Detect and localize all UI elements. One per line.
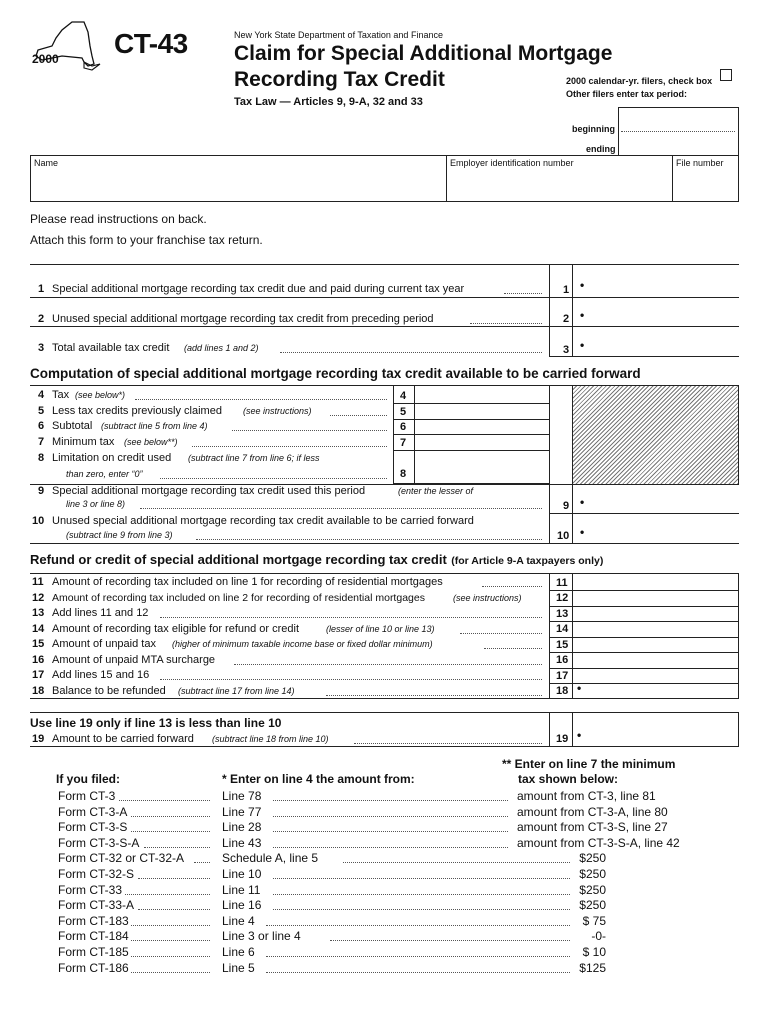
leader-dots xyxy=(131,956,210,957)
line5-box-number: 5 xyxy=(400,406,407,418)
line13-number: 13 xyxy=(32,607,45,619)
line8-box-number: 8 xyxy=(400,468,407,480)
line8-number: 8 xyxy=(38,452,45,464)
line18-amount[interactable] xyxy=(590,684,735,698)
ref-minimum-tax: -0- xyxy=(591,929,606,944)
line14-text: Amount of recording tax eligible for refund or credit xyxy=(52,623,300,635)
line7-number: 7 xyxy=(38,436,45,448)
ein-field[interactable] xyxy=(450,176,666,196)
line14-note: (lesser of line 10 or line 13) xyxy=(326,624,435,634)
department-name: New York State Department of Taxation and Finance xyxy=(234,30,443,40)
line12-note: (see instructions) xyxy=(453,593,522,603)
line4-text: Tax xyxy=(52,389,70,401)
ref-line-source: Line 77 xyxy=(222,804,262,819)
leader-dots xyxy=(266,972,570,973)
line8-note: (subtract line 7 from line 6; if less xyxy=(188,453,320,463)
ref-minimum-tax: $250 xyxy=(579,867,606,881)
instructions-line1: Please read instructions on back. xyxy=(30,212,207,226)
line13-text: Add lines 11 and 12 xyxy=(52,607,149,619)
ref-form-name: Form CT-3-A xyxy=(58,804,128,819)
calendar-filers-label: 2000 calendar-yr. filers, check box xyxy=(566,76,713,86)
line9-number: 9 xyxy=(38,485,45,497)
ref-minimum-tax: $ 10 xyxy=(582,945,606,959)
line17-amount[interactable] xyxy=(576,669,736,683)
line19-box-number: 19 xyxy=(556,733,569,745)
ref-minimum-tax: $250 xyxy=(579,851,606,866)
line14-number: 14 xyxy=(32,623,45,635)
line15-box-number: 15 xyxy=(556,639,569,651)
leader-dots xyxy=(138,878,210,879)
line10-bullet: • xyxy=(580,525,585,539)
ref-line-source: Line 11 xyxy=(222,882,261,897)
line15-number: 15 xyxy=(32,638,45,650)
line18-text: Balance to be refunded xyxy=(52,685,166,697)
ref-col1-heading: If you filed: xyxy=(56,772,120,786)
line17-text: Add lines 15 and 16 xyxy=(52,669,150,681)
form-number: CT-43 xyxy=(114,28,188,59)
ref-minimum-tax: $125 xyxy=(579,960,606,975)
line2-amount[interactable] xyxy=(590,309,735,323)
line3-amount[interactable] xyxy=(590,339,735,353)
leader-dots xyxy=(125,894,210,895)
line15-note: (higher of minimum taxable income base or fixed dollar minimum) xyxy=(172,639,433,649)
line5-note: (see instructions) xyxy=(243,406,312,416)
line9-note: (enter the lesser of xyxy=(398,486,474,496)
ein-label: Employer identification number xyxy=(450,158,574,168)
line16-box-number: 16 xyxy=(556,654,569,666)
ref-line-source: Line 5 xyxy=(222,960,255,975)
ref-form-name: Form CT-3-S-A xyxy=(58,835,140,850)
ref-col2-heading: * Enter on line 4 the amount from: xyxy=(222,772,415,786)
line14-amount[interactable] xyxy=(576,622,736,636)
ref-form-name: Form CT-183 xyxy=(58,913,129,928)
line19-bullet: • xyxy=(577,728,582,742)
leader-dots xyxy=(131,940,210,941)
leader-dots xyxy=(273,816,508,817)
leader-dots xyxy=(330,940,570,941)
line16-number: 16 xyxy=(32,654,45,666)
leader-dots xyxy=(273,831,508,832)
line19-amount[interactable] xyxy=(590,729,735,743)
ref-line-source: Line 4 xyxy=(222,913,255,928)
ref-form-name: Form CT-3 xyxy=(58,789,116,803)
line7-text: Minimum tax xyxy=(52,436,115,448)
leader-dots xyxy=(273,894,570,895)
ref-form-name: Form CT-184 xyxy=(58,929,129,944)
line10-box-number: 10 xyxy=(557,530,570,542)
line10-amount[interactable] xyxy=(590,526,735,540)
line12-amount[interactable] xyxy=(576,591,736,605)
line1-text: Special additional mortgage recording tax credit due and paid during current tax year xyxy=(52,283,465,295)
line8-note-cont: than zero, enter “0” xyxy=(66,469,143,479)
line6-note: (subtract line 5 from line 4) xyxy=(101,421,208,431)
leader-dots xyxy=(131,972,210,973)
line9-box-number: 9 xyxy=(563,500,570,512)
ref-form-name: Form CT-32-S xyxy=(58,867,135,881)
line1-number: 1 xyxy=(38,283,45,295)
file-number-label: File number xyxy=(676,158,724,168)
line7-amount[interactable] xyxy=(418,436,546,449)
line11-number: 11 xyxy=(32,576,44,588)
ref-form-name: Form CT-186 xyxy=(58,960,129,975)
line3-bullet: • xyxy=(580,338,585,352)
other-filers-label: Other filers enter tax period: xyxy=(566,89,688,99)
ref-line-source: Line 16 xyxy=(222,898,262,913)
tax-law-reference: Tax Law — Articles 9, 9-A, 32 and 33 xyxy=(234,96,423,108)
line3-text: Total available tax credit xyxy=(52,342,170,354)
line12-text: Amount of recording tax included on line 2 for recording of residential mortgages xyxy=(52,592,425,604)
line11-text: Amount of recording tax included on line 1 for recording of residential mortgages xyxy=(52,576,443,588)
line13-amount[interactable] xyxy=(576,607,736,621)
line12-number: 12 xyxy=(32,592,45,604)
line1-bullet: • xyxy=(580,278,585,292)
instructions-line2: Attach this form to your franchise tax return. xyxy=(30,233,263,247)
ref-line-source: Line 78 xyxy=(222,789,262,803)
line3-note: (add lines 1 and 2) xyxy=(184,343,259,353)
leader-dots xyxy=(273,909,570,910)
line14-box-number: 14 xyxy=(556,623,569,635)
line2-text: Unused special additional mortgage recording tax credit from preceding period xyxy=(52,313,434,325)
line4-number: 4 xyxy=(38,389,45,401)
ny-state-logo xyxy=(22,16,102,76)
form-title-line1: Claim for Special Additional Mortgage xyxy=(234,42,613,65)
line7-note: (see below**) xyxy=(124,437,178,447)
leader-dots xyxy=(131,816,210,817)
leader-dots xyxy=(194,862,210,863)
file-number-field[interactable] xyxy=(676,176,734,196)
line16-amount[interactable] xyxy=(576,653,736,667)
line19-text: Amount to be carried forward xyxy=(52,733,194,745)
ref-col3-heading-2: tax shown below: xyxy=(518,772,619,786)
line10-note: (subtract line 9 from line 3) xyxy=(66,530,173,540)
line16-text: Amount of unpaid MTA surcharge xyxy=(52,654,216,666)
ref-line-source: Schedule A, line 5 xyxy=(222,851,319,866)
line5-amount[interactable] xyxy=(418,405,546,418)
period-ending-label: ending xyxy=(586,144,616,154)
line1-amount[interactable] xyxy=(590,280,735,294)
line11-amount[interactable] xyxy=(576,575,736,589)
ref-minimum-tax: $250 xyxy=(579,882,606,897)
leader-dots xyxy=(273,847,508,848)
line2-box-number: 2 xyxy=(563,313,570,325)
leader-dots xyxy=(119,800,210,801)
line4-note: (see below*) xyxy=(75,390,126,400)
line18-note: (subtract line 17 from line 14) xyxy=(178,686,295,696)
line9-amount[interactable] xyxy=(590,496,735,510)
line6-text: Subtotal xyxy=(52,420,93,432)
line3-box-number: 3 xyxy=(563,344,570,356)
line18-box-number: 18 xyxy=(556,685,569,697)
ref-form-name: Form CT-32 or CT-32-A xyxy=(58,851,185,866)
period-beginning-label: beginning xyxy=(572,124,615,134)
line6-number: 6 xyxy=(38,420,45,432)
form-title-line2: Recording Tax Credit xyxy=(234,68,445,91)
ref-minimum-tax: $250 xyxy=(579,898,606,913)
ref-minimum-tax: amount from CT-3-A, line 80 xyxy=(517,804,668,819)
line17-box-number: 17 xyxy=(556,670,569,682)
leader-dots xyxy=(266,925,570,926)
line5-number: 5 xyxy=(38,405,45,417)
ref-minimum-tax: amount from CT-3-S, line 27 xyxy=(517,820,668,835)
ref-line-source: Line 10 xyxy=(222,867,262,881)
line2-bullet: • xyxy=(580,308,585,322)
line7-box-number: 7 xyxy=(400,437,407,449)
ref-line-source: Line 28 xyxy=(222,820,262,835)
leader-dots xyxy=(131,831,210,832)
line4-box-number: 4 xyxy=(400,390,407,402)
line9-text: Special additional mortgage recording tax credit used this period xyxy=(52,485,366,497)
line8-text: Limitation on credit used xyxy=(52,452,172,464)
line12-box-number: 12 xyxy=(556,592,569,604)
ref-form-name: Form CT-185 xyxy=(58,945,129,959)
line9-note-cont: line 3 or line 8) xyxy=(66,499,126,509)
line17-number: 17 xyxy=(32,669,45,681)
carryforward-heading: Computation of special additional mortgage recording tax credit available to be carried forward xyxy=(30,366,641,381)
ref-minimum-tax: $ 75 xyxy=(582,913,606,928)
ref-line-source: Line 3 or line 4 xyxy=(222,929,301,944)
line5-text: Less tax credits previously claimed xyxy=(52,405,222,417)
line19-number: 19 xyxy=(32,733,45,745)
ref-line-source: Line 43 xyxy=(222,835,262,850)
line10-text: Unused special additional mortgage recording tax credit available to be carried forward xyxy=(52,515,474,527)
leader-dots xyxy=(343,862,570,863)
ref-line-source: Line 6 xyxy=(222,945,255,959)
leader-dots xyxy=(138,909,210,910)
line15-amount[interactable] xyxy=(576,638,736,652)
form-year: 2000 xyxy=(32,52,59,66)
name-label: Name xyxy=(34,158,59,168)
calendar-year-checkbox[interactable] xyxy=(720,69,732,81)
ref-minimum-tax: amount from CT-3, line 81 xyxy=(517,789,656,803)
line1-box-number: 1 xyxy=(563,284,570,296)
leader-dots xyxy=(131,925,210,926)
line10-number: 10 xyxy=(32,515,45,527)
name-field[interactable] xyxy=(34,176,439,196)
line11-box-number: 11 xyxy=(556,577,568,589)
line18-bullet: • xyxy=(577,681,582,695)
line6-amount[interactable] xyxy=(418,420,546,433)
line6-box-number: 6 xyxy=(400,421,407,433)
line19-heading: Use line 19 only if line 13 is less than line 10 xyxy=(30,716,282,730)
line15-text: Amount of unpaid tax xyxy=(52,638,156,650)
leader-dots xyxy=(273,800,508,801)
refund-heading-note: (for Article 9-A taxpayers only) xyxy=(451,555,604,567)
ref-minimum-tax: amount from CT-3-S-A, line 42 xyxy=(517,835,680,850)
leader-dots xyxy=(144,847,210,848)
line9-bullet: • xyxy=(580,495,585,509)
ref-form-name: Form CT-33-A xyxy=(58,898,135,913)
ref-col3-heading-1: ** Enter on line 7 the minimum xyxy=(502,757,676,771)
period-beginning-field[interactable] xyxy=(621,131,735,132)
line13-box-number: 13 xyxy=(556,608,569,620)
refund-heading-text: Refund or credit of special additional mortgage recording tax credit xyxy=(30,552,447,567)
leader-dots xyxy=(273,878,570,879)
line19-note: (subtract line 18 from line 10) xyxy=(212,734,329,744)
ref-form-name: Form CT-3-S xyxy=(58,820,128,835)
line18-number: 18 xyxy=(32,685,45,697)
line8-amount[interactable] xyxy=(418,466,546,480)
hatched-area xyxy=(573,386,738,484)
ref-form-name: Form CT-33 xyxy=(58,882,123,897)
line3-number: 3 xyxy=(38,342,45,354)
line2-number: 2 xyxy=(38,313,45,325)
refund-heading xyxy=(30,551,603,569)
leader-dots xyxy=(266,956,570,957)
line4-amount[interactable] xyxy=(418,388,546,401)
